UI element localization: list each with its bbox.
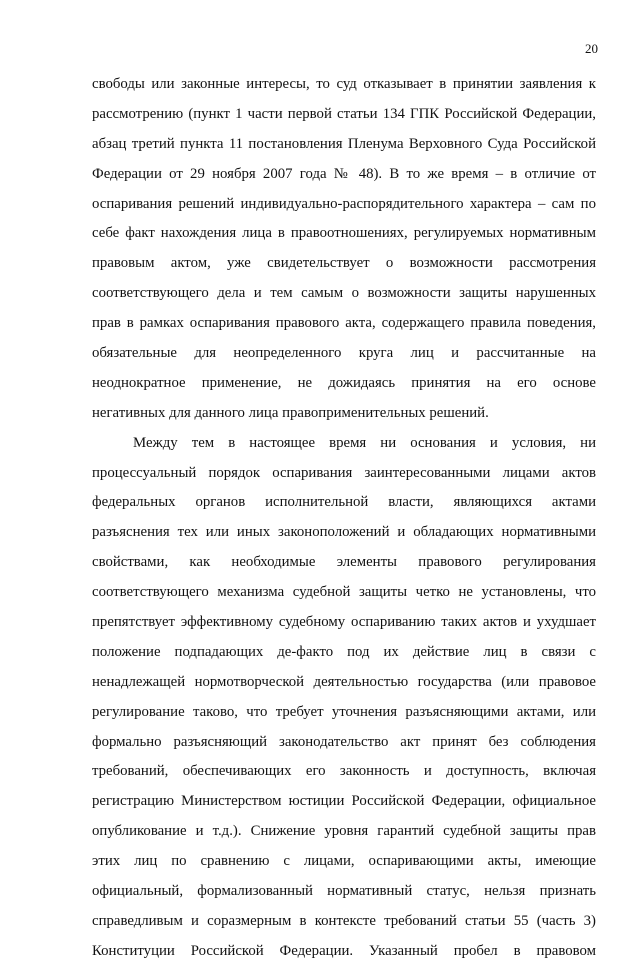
text-line: неоднократное применение, не дожидаясь принятия на его основе [92, 374, 596, 391]
page-number: 20 [585, 41, 598, 56]
text-line: негативных для данного лица правоприменительных решений. [92, 404, 489, 421]
text-line: опубликование и т.д.). Снижение уровня гарантий судебной защиты прав [92, 823, 596, 840]
text-line: регулирование таково, что требует уточнения разъясняющими актами, или [92, 703, 596, 720]
text-line: рассмотрению (пункт 1 части первой статьи 134 ГПК Российской Федерации, [92, 105, 596, 122]
text-line: процессуальный порядок оспаривания заинтересованными лицами актов [92, 464, 596, 481]
text-line: оспаривания решений индивидуально-распорядительного характера – сам по [92, 195, 596, 212]
text-line: регистрацию Министерством юстиции Российской Федерации, официальное [92, 793, 596, 810]
text-line: разъяснения тех или иных законоположений и обладающих нормативными [92, 524, 596, 541]
text-line: федеральных органов исполнительной власти, являющихся актами [92, 494, 596, 511]
text-line: официальный, формализованный нормативный статус, нельзя признать [92, 883, 596, 900]
text-line: соответствующего дела и тем самым о возможности защиты нарушенных [92, 285, 596, 302]
text-line: абзац третий пункта 11 постановления Пленума Верховного Суда Российской [92, 135, 596, 152]
text-line: формально разъясняющий законодательство акт принят без соблюдения [92, 733, 596, 750]
text-line: Между тем в настоящее время ни основания и условия, ни [133, 434, 596, 451]
text-line: обязательные для неопределенного круга лиц и рассчитанные на [92, 345, 596, 362]
text-line: правовым актом, уже свидетельствует о возможности рассмотрения [92, 255, 596, 272]
text-line: справедливым и соразмерным в контексте требований статьи 55 (часть 3) [92, 912, 596, 929]
text-line: соответствующего механизма судебной защиты четко не установлены, что [92, 584, 596, 601]
text-line: Федерации от 29 ноября 2007 года № 48). В то же время – в отличие от [92, 165, 596, 182]
text-line: препятствует эффективному судебному оспариванию таких актов и ухудшает [92, 614, 596, 631]
body-text [92, 70, 596, 967]
text-line: ненадлежащей нормотворческой деятельностью государства (или правовое [92, 673, 596, 690]
text-line: свойствами, как необходимые элементы правового регулирования [92, 554, 596, 571]
text-line: положение подпадающих де-факто под их действие лиц в связи с [92, 643, 596, 660]
text-line: требований, обеспечивающих его законность и доступность, включая [92, 763, 596, 780]
text-line: Конституции Российской Федерации. Указанный пробел в правовом [92, 942, 596, 959]
text-line: этих лиц по сравнению с лицами, оспаривающими акты, имеющие [92, 853, 596, 870]
text-line: свободы или законные интересы, то суд отказывает в принятии заявления к [92, 76, 596, 92]
text-line: себе факт нахождения лица в правоотношениях, регулируемых нормативным [92, 225, 596, 242]
text-line: прав в рамках оспаривания правового акта, содержащего правила поведения, [92, 315, 596, 332]
